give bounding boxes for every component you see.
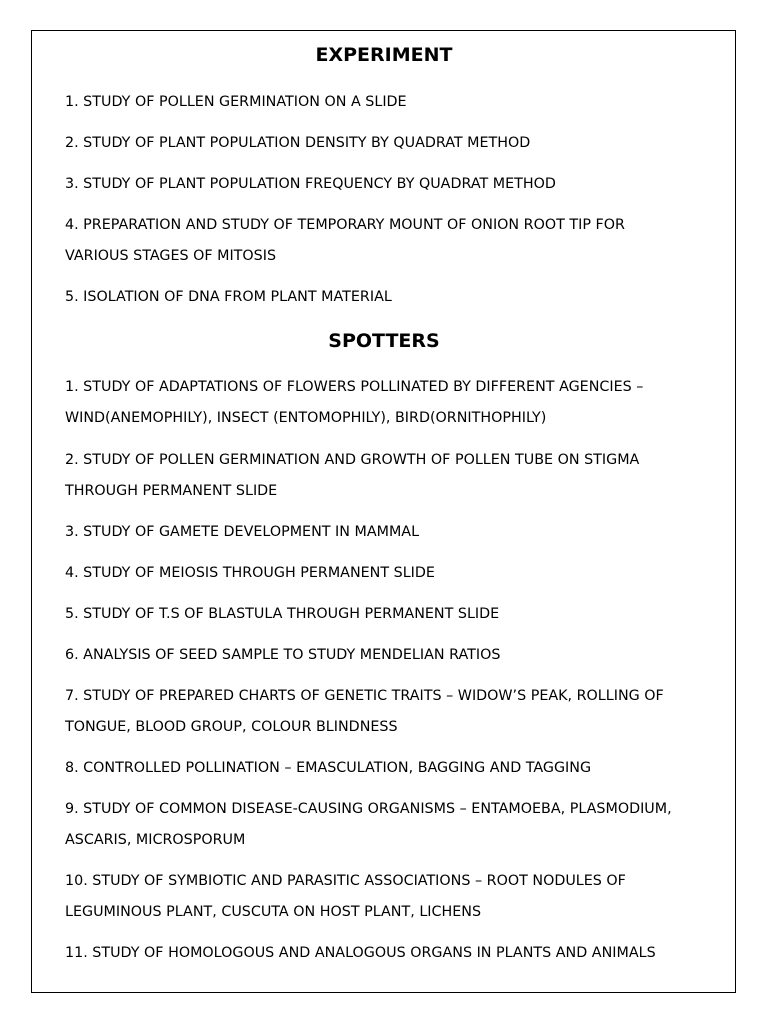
spotters-item-10-line-1: 10. STUDY OF SYMBIOTIC AND PARASITIC ASSOCIATIONS – ROOT NODULES OF [65,873,626,889]
experiment-item-2 [65,128,715,159]
spotters-item-2-line-1: 2. STUDY OF POLLEN GERMINATION AND GROWTH OF POLLEN TUBE ON STIGMA [65,452,640,468]
experiment-item-3 [65,169,715,200]
spotters-item-4-line-1: 4. STUDY OF MEIOSIS THROUGH PERMANENT SLIDE [65,565,435,581]
spotters-item-4 [65,558,715,589]
spotters-item-9 [65,794,715,856]
spotters-item-6 [65,640,715,671]
spotters-heading: SPOTTERS [328,330,440,352]
experiment-item-5-line-1: 5. ISOLATION OF DNA FROM PLANT MATERIAL [65,289,392,305]
spotters-item-8 [65,753,715,784]
experiment-item-5 [65,282,715,313]
spotters-item-3 [65,517,715,548]
spotters-item-10 [65,866,715,928]
spotters-item-10-line-2: LEGUMINOUS PLANT, CUSCUTA ON HOST PLANT, LICHENS [65,904,482,920]
spotters-item-11 [65,938,715,969]
spotters-item-7-line-2: TONGUE, BLOOD GROUP, COLOUR BLINDNESS [65,719,398,735]
experiment-item-4-line-1: 4. PREPARATION AND STUDY OF TEMPORARY MOUNT OF ONION ROOT TIP FOR [65,217,625,233]
spotters-item-6-line-1: 6. ANALYSIS OF SEED SAMPLE TO STUDY MENDELIAN RATIOS [65,647,501,663]
spotters-item-5-line-1: 5. STUDY OF T.S OF BLASTULA THROUGH PERMANENT SLIDE [65,606,500,622]
experiment-heading: EXPERIMENT [315,44,453,66]
spotters-item-7-line-1: 7. STUDY OF PREPARED CHARTS OF GENETIC TRAITS – WIDOW’S PEAK, ROLLING OF [65,688,664,704]
experiment-item-4-line-2: VARIOUS STAGES OF MITOSIS [65,248,277,264]
experiment-item-2-line-1: 2. STUDY OF PLANT POPULATION DENSITY BY QUADRAT METHOD [65,135,531,151]
spotters-item-2 [65,445,715,507]
spotters-item-7 [65,681,715,743]
spotters-item-1-line-2: WIND(ANEMOPHILY), INSECT (ENTOMOPHILY), BIRD(ORNITHOPHILY) [65,410,547,426]
spotters-item-2-line-2: THROUGH PERMANENT SLIDE [65,483,278,499]
spotters-item-8-line-1: 8. CONTROLLED POLLINATION – EMASCULATION, BAGGING AND TAGGING [65,760,592,776]
spotters-item-9-line-1: 9. STUDY OF COMMON DISEASE-CAUSING ORGANISMS – ENTAMOEBA, PLASMODIUM, [65,801,672,817]
spotters-item-9-line-2: ASCARIS, MICROSPORUM [65,832,246,848]
spotters-item-1-line-1: 1. STUDY OF ADAPTATIONS OF FLOWERS POLLINATED BY DIFFERENT AGENCIES – [65,379,644,395]
experiment-item-4 [65,210,715,272]
spotters-item-1 [65,372,715,434]
experiment-item-1 [65,87,715,118]
experiment-item-1-line-1: 1. STUDY OF POLLEN GERMINATION ON A SLIDE [65,94,407,110]
spotters-item-11-line-1: 11. STUDY OF HOMOLOGOUS AND ANALOGOUS ORGANS IN PLANTS AND ANIMALS [65,945,656,961]
spotters-item-3-line-1: 3. STUDY OF GAMETE DEVELOPMENT IN MAMMAL [65,524,420,540]
spotters-item-5 [65,599,715,630]
experiment-item-3-line-1: 3. STUDY OF PLANT POPULATION FREQUENCY BY QUADRAT METHOD [65,176,556,192]
